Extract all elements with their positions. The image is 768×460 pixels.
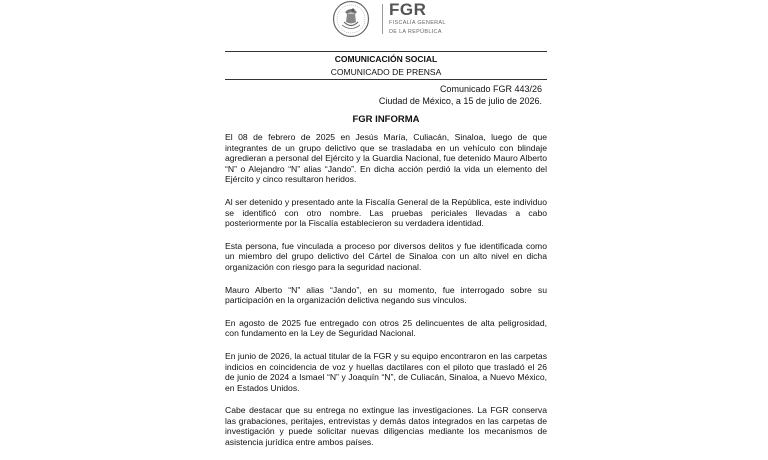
header-rule-top (225, 51, 547, 52)
paragraph: Mauro Alberto “N” alias “Jando”, en su momento, fue interrogado sobre su participación en la organización delictiva negando sus vínculos. (225, 284, 547, 306)
mexican-coat-of-arms-icon (331, 0, 371, 38)
department-title: COMUNICACIÓN SOCIAL (334, 54, 438, 64)
brand-block (389, 0, 446, 35)
press-title: FGR INFORMA (352, 114, 420, 125)
press-body (225, 132, 547, 460)
paragraph: Al ser detenido y presentado ante la Fiscalía General de la República, este individuo se identificó con otro nombre. Las pruebas periciales llevadas a cabo posteriormente por la Fiscalía establecieron su verdadera identidad. (225, 196, 547, 229)
paragraph: En junio de 2026, la actual titular de la FGR y su equipo encontraron en las carpetas indicios en coincidencia de voz y huellas dactilares con el piloto que trasladó el 26 de junio de 2024 a Ismael “N” y Joaquín “N”, de Culiacán, Sinaloa, a Nuevo México, en Estados Unidos. (225, 350, 547, 393)
brand-name: FGR (389, 0, 427, 19)
document-type: COMUNICADO DE PRENSA (330, 67, 442, 77)
logo-divider (382, 4, 383, 34)
paragraph: Esta persona, fue vinculada a proceso por diversos delitos y fue identificada como un miembro del grupo delictivo del Cártel de Sinaloa con un alto nivel en dicha organización con riesgo para la seguridad nacional. (225, 240, 547, 272)
communique-number: Comunicado FGR 443/26 (439, 84, 542, 94)
header-rule-bottom (225, 79, 547, 80)
fgr-logo (331, 0, 541, 40)
place-date: Ciudad de México, a 15 de julio de 2026. (378, 96, 542, 106)
brand-subtitle-1: FISCALÍA GENERAL (389, 20, 446, 26)
paragraph: En agosto de 2025 fue entregado con otros 25 delincuentes de alta peligrosidad, con fundamento en la Ley de Seguridad Nacional. (225, 317, 547, 339)
paragraph: Cabe destacar que su entrega no extingue las investigaciones. La FGR conserva las grabaciones, peritajes, entrevistas y demás datos integrados en las carpetas de investigación y puede solicitar nuevas diligencias mediante los mecanismos de asistencia jurídica entre ambos países. (225, 405, 547, 448)
brand-subtitle-2: DE LA REPÚBLICA (389, 28, 442, 35)
paragraph: El 08 de febrero de 2025 en Jesús María, Culiacán, Sinaloa, luego de que integrantes de un grupo delictivo que se trasladaba en un vehículo con blindaje agredieran a personal del Ejército y la Guardia Nacional, fue detenido Mauro Alberto “N” o Alejandro “N” alias “Jando”. En dicha acción perdió la vida un elemento del Ejército y cinco resultaron heridos. (225, 132, 547, 185)
